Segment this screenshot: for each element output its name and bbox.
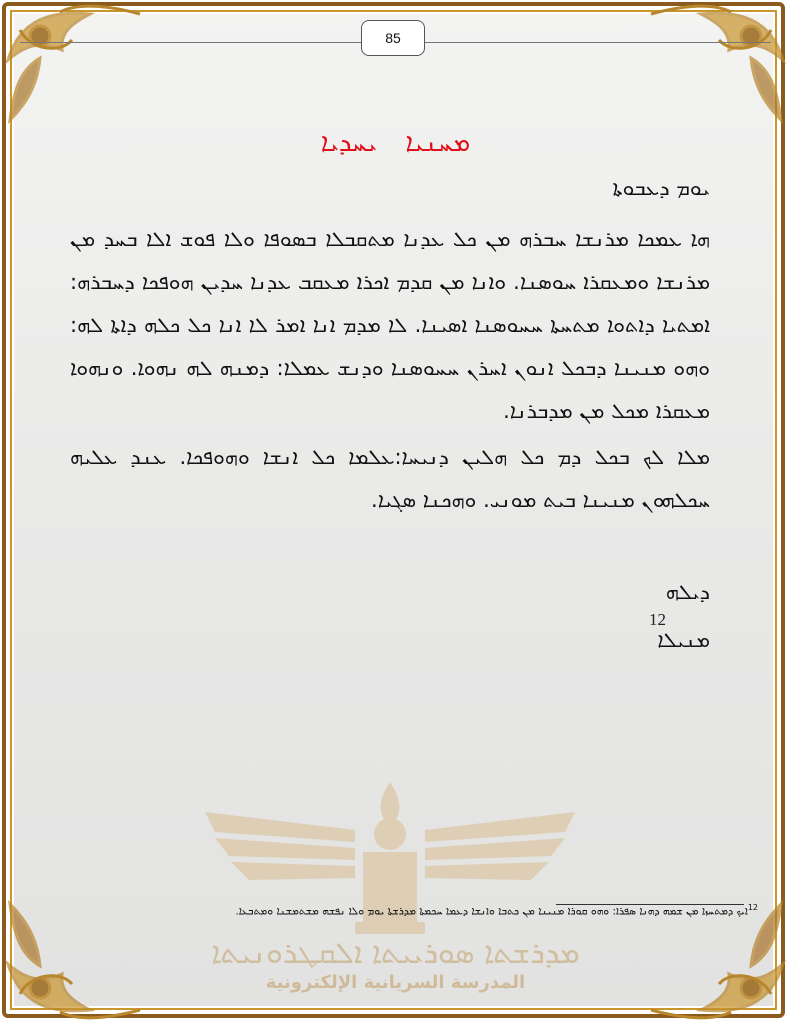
title-word-1: ܡܚܢܝܐ <box>405 128 471 158</box>
signature-line-1: ܕܝܠܗ <box>665 580 710 604</box>
paragraph-2: ܡܠܐ ܠܟ ܒܟܠ ܕܡ ܟܠ ܗܠܝܢ ܕܢܝܚܐ:ܥܠܡܐ ܟܠ ܐܢܫܐ ܘܗܘܦܟܐ. ܥܢܕ ܥܠܝܗ ܚܟܠܗܘܢ ܡܢܝܢܐ ܒܝܬ ܡܘܢܝ. ܘܗܟܢܐ ܣܓܝܐ. <box>70 445 710 512</box>
corner-ornament-top-right <box>641 0 791 130</box>
signature-line-2: ܡܢܝܠܐ <box>657 628 710 652</box>
watermark-syriac: ܡܕܪܫܬܐ ܣܘܪܝܝܬܐ ܐܠܩܛܪܘܢܝܬܐ <box>211 936 580 971</box>
watermark-arabic: المدرسة السريانية الإلكترونية <box>265 972 526 993</box>
page-title <box>0 128 791 159</box>
footnote-number: 12 <box>747 903 758 912</box>
corner-ornament-top-left <box>0 0 150 130</box>
footnote-reference: 12 <box>649 610 666 629</box>
footnote <box>80 903 758 919</box>
footnote-text: ܐܝܟ ܕܡܬܚܙܐ ܡܢ ܫܡܗ ܕܗܢܐ ܣܦܪܐ: ܘܗܘ ܩܘܪܐ ܡܢܝܢܐ ܡܢ ܟܬܒܐ ܘܐܢܫܐ ܕܥܡܐ ܚܟܡܬܐ ܡܕܪܫܬܐ ܝܘܡ ܘܠܐ ܢܦܫܗ ܡܫܬܡܫܢܐ ܘܡܬܒܥܐ. <box>235 905 748 918</box>
title-word-2: ܝܚܕܝܐ <box>320 128 378 158</box>
section-heading: ܝܘܡ ܕܥܒܘܬܐ <box>612 176 710 200</box>
paragraph-1: ܗܐ ܥܡܟܐ ܡܪܢܫܐ ܚܒܪܗ ܡܢ ܟܠ ܥܕܢܐ ܡܬܩܒܠܐ ܒܣܘܦܐ ܘܠܐ ܦܘܫ ܐܠܐ ܒܚܕ ܡܢ ܡܪܢܫܐ ܘܡܥܩܪܐ ܚܘܣܢܐ. ܘܐܢܐ ܡܢ ܩܕܡ ܐܟܪܐ ܡܥܩܒ ܥܕܢܐ ܚܕܝܢ ܗܘܦܟܐ ܕܚܒܪܗ: ܐܡܬܝܐ ܕܐܬܘܐ ܡܬܚܬܐ ܚܚܘܣܢܐ ܐܣܝܢܐ. ܠܐ ܡܕܡ ܐܢܐ ܐܡܪ ܠܐ ܐܢܐ ܟܠ ܟܠܗ ܕܐܬܐ ܠܗ: ܘܗܘ ܡܢܝܢܐ ܕܒܟܠ ܐܢܘܢ ܐܚܪܢ ܚܚܘܣܢܐ ܘܕܢܫ ܥܡܠܐ: ܕܡܢܗ ܠܗ ܢܗܘܐ. ܘܢܗܘܐ ܡܥܩܪܐ ܡܟܠ ܡܢ ܡܕܒܪܢܐ. <box>70 227 710 423</box>
page-number: 85 <box>361 20 425 56</box>
